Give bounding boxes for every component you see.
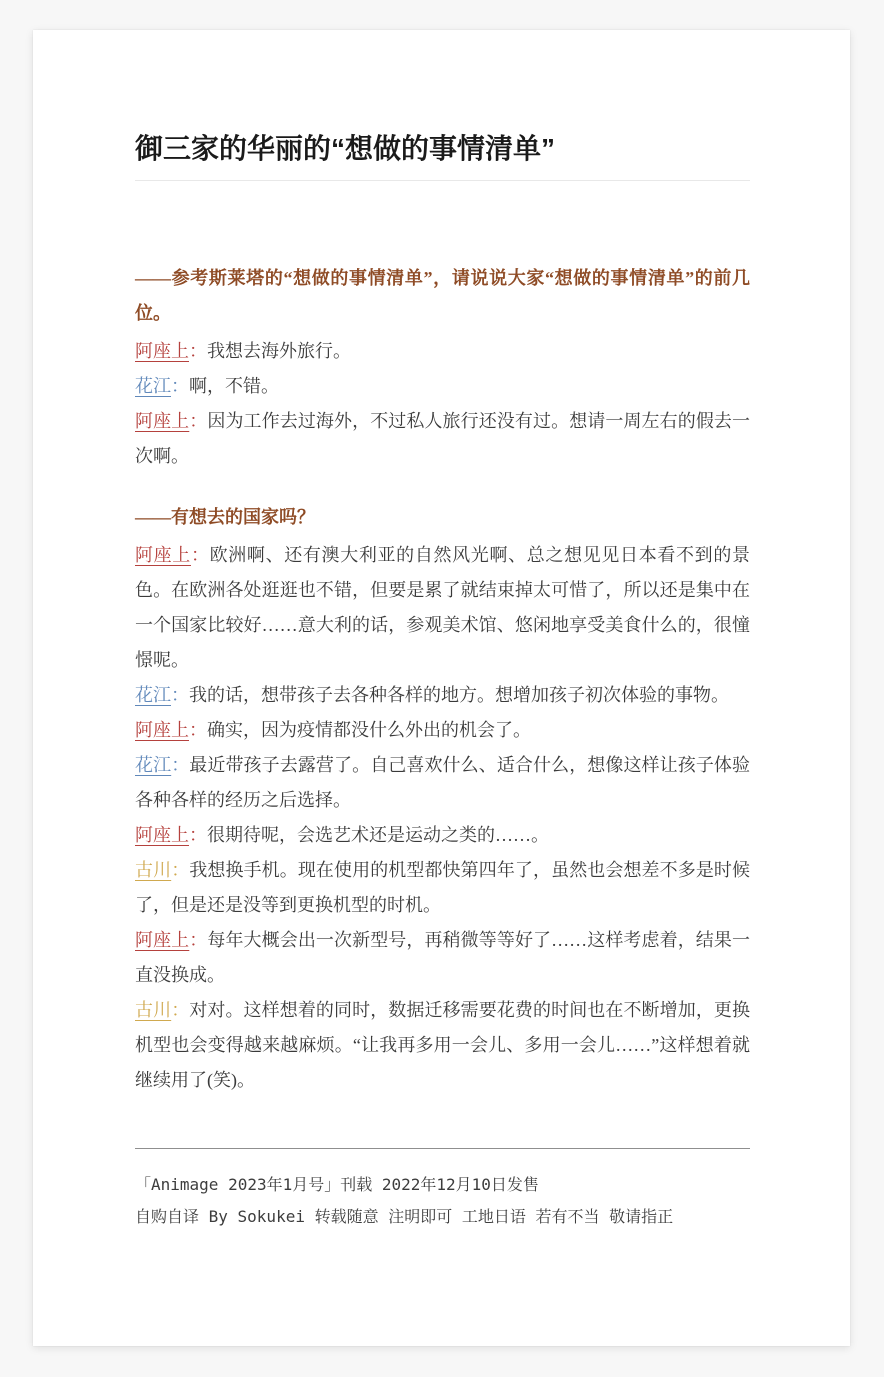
dialogue-line (135, 748, 750, 818)
title-divider (135, 180, 750, 181)
dialogue-line (135, 334, 750, 369)
interview-section (135, 261, 750, 474)
speaker-colon: ： (171, 376, 189, 396)
dialogue-text: 因为工作去过海外，不过私人旅行还没有过。想请一周左右的假去一次啊。 (135, 411, 751, 466)
interview-section (135, 500, 750, 1098)
speaker-colon: ： (189, 341, 207, 361)
speaker-colon: ： (171, 1000, 190, 1020)
dialogue-text: 最近带孩子去露营了。自己喜欢什么、适合什么，想像这样让孩子体验各种各样的经历之后选择。 (135, 755, 751, 810)
dialogue-text: 很期待呢，会选艺术还是运动之类的……。 (207, 825, 549, 845)
speaker-colon: ： (171, 685, 189, 705)
page-title: 御三家的华丽的“想做的事情清单” (135, 133, 556, 164)
footer-source-line: 「Animage 2023年1月号」刊载 2022年12月10日发售 (135, 1175, 539, 1194)
speaker-name: 阿座上 (135, 930, 190, 950)
speaker-colon: ： (171, 860, 190, 880)
dialogue-text: 我想去海外旅行。 (207, 341, 351, 361)
dialogue-text: 欧洲啊、还有澳大利亚的自然风光啊、总之想见见日本看不到的景色。在欧洲各处逛逛也不错，但要是累了就结束掉太可惜了，所以还是集中在一个国家比较好……意大利的话，参观美术馆、悠闲地享受美食什么的，很憧憬呢。 (135, 545, 750, 670)
article-card (33, 30, 850, 1346)
speaker-name: 阿座上 (135, 720, 189, 740)
interviewer-question: ——有想去的国家吗？ (135, 507, 315, 527)
dialogue-line (135, 678, 750, 713)
speaker-name: 阿座上 (135, 825, 189, 845)
speaker-colon: ： (189, 930, 208, 950)
speaker-name: 花江 (135, 376, 171, 396)
speaker-name: 阿座上 (135, 341, 189, 361)
dialogue-line (135, 369, 750, 404)
speaker-name: 古川 (135, 860, 172, 880)
speaker-name: 阿座上 (135, 545, 191, 565)
speaker-colon: ： (189, 720, 207, 740)
speaker-name: 阿座上 (135, 411, 190, 431)
dialogue-line (135, 538, 750, 678)
interview-body (135, 261, 750, 1098)
dialogue-text: 我想换手机。现在使用的机型都快第四年了，虽然也会想差不多是时候了，但是还是没等到更换机型的时机。 (135, 860, 751, 915)
interviewer-question: ——参考斯莱塔的“想做的事情清单”，请说说大家“想做的事情清单”的前几位。 (135, 268, 750, 323)
speaker-colon: ： (189, 825, 207, 845)
speaker-name: 古川 (135, 1000, 172, 1020)
dialogue-line (135, 713, 750, 748)
speaker-name: 花江 (135, 685, 171, 705)
dialogue-text: 对对。这样想着的同时，数据迁移需要花费的时间也在不断增加，更换机型也会变得越来越麻烦。“让我再多用一会儿、多用一会儿……”这样想着就继续用了(笑)。 (135, 1000, 751, 1090)
dialogue-text: 我的话，想带孩子去各种各样的地方。想增加孩子初次体验的事物。 (189, 685, 729, 705)
speaker-colon: ： (189, 411, 208, 431)
footer-credit-line: 自购自译 By Sokukei 转载随意 注明即可 工地日语 若有不当 敬请指正 (135, 1207, 674, 1226)
dialogue-text: 每年大概会出一次新型号，再稍微等等好了……这样考虑着，结果一直没换成。 (135, 930, 750, 985)
dialogue-line (135, 993, 750, 1098)
speaker-colon: ： (171, 755, 190, 775)
dialogue-line (135, 923, 750, 993)
dialogue-text: 确实，因为疫情都没什么外出的机会了。 (207, 720, 531, 740)
speaker-colon: ： (190, 545, 210, 565)
speaker-name: 花江 (135, 755, 172, 775)
footer-divider (135, 1148, 750, 1149)
dialogue-text: 啊，不错。 (189, 376, 279, 396)
footer (135, 1169, 750, 1233)
dialogue-line (135, 404, 750, 474)
dialogue-line (135, 853, 750, 923)
dialogue-line (135, 818, 750, 853)
